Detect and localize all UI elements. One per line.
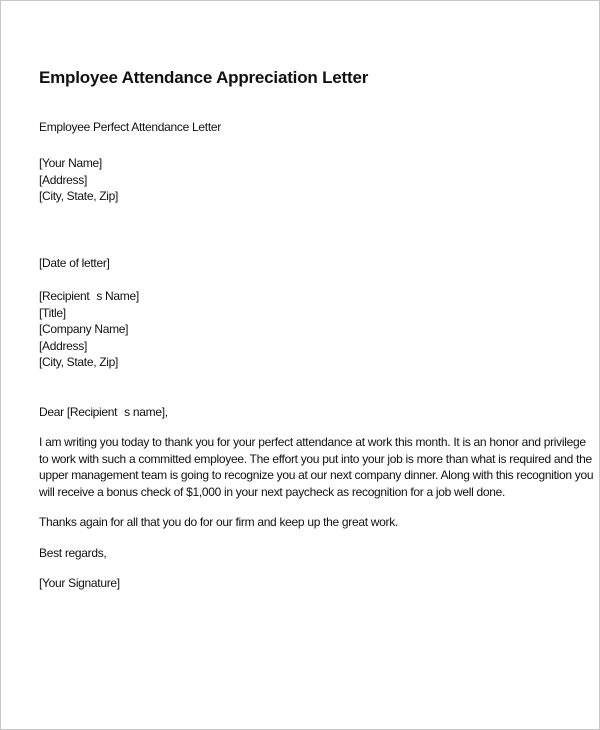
- body-line: will receive a bonus check of $1,000 in your next paycheck as recognition for a job well done.: [39, 484, 506, 499]
- recipient-company: [Company Name]: [39, 322, 129, 336]
- sender-name: [Your Name]: [39, 156, 102, 170]
- letter-date: [Date of letter]: [39, 255, 110, 270]
- body-paragraph: [39, 434, 594, 500]
- thanks-paragraph: Thanks again for all that you do for our firm and keep up the great work.: [39, 515, 398, 529]
- body-line: to work with such a committed employee. The effort you put into your job is more than what is required and the: [39, 451, 592, 466]
- letter-subtitle: Employee Perfect Attendance Letter: [39, 120, 221, 134]
- recipient-city-state-zip: [City, State, Zip]: [39, 355, 119, 369]
- signature-placeholder: [Your Signature]: [39, 576, 120, 590]
- salutation: Dear [Recipients name],: [39, 404, 168, 419]
- letter-title: Employee Attendance Appreciation Letter: [39, 68, 369, 87]
- recipient-address: [Address]: [39, 338, 87, 353]
- body-line: upper management team is going to recognize you at our next company dinner. Along with this recognition you: [39, 468, 594, 482]
- recipient-name: [Recipients Name]: [39, 289, 139, 303]
- sender-city-state-zip: [City, State, Zip]: [39, 189, 119, 203]
- closing-line: Best regards,: [39, 545, 107, 560]
- body-line: I am writing you today to thank you for your perfect attendance at work this month. It is an honor and privilege: [39, 435, 586, 449]
- recipient-address-block: [39, 288, 559, 371]
- sender-address-block: [39, 155, 559, 205]
- recipient-title: [Title]: [39, 305, 66, 320]
- letter-content: [39, 67, 594, 592]
- sender-address: [Address]: [39, 172, 87, 187]
